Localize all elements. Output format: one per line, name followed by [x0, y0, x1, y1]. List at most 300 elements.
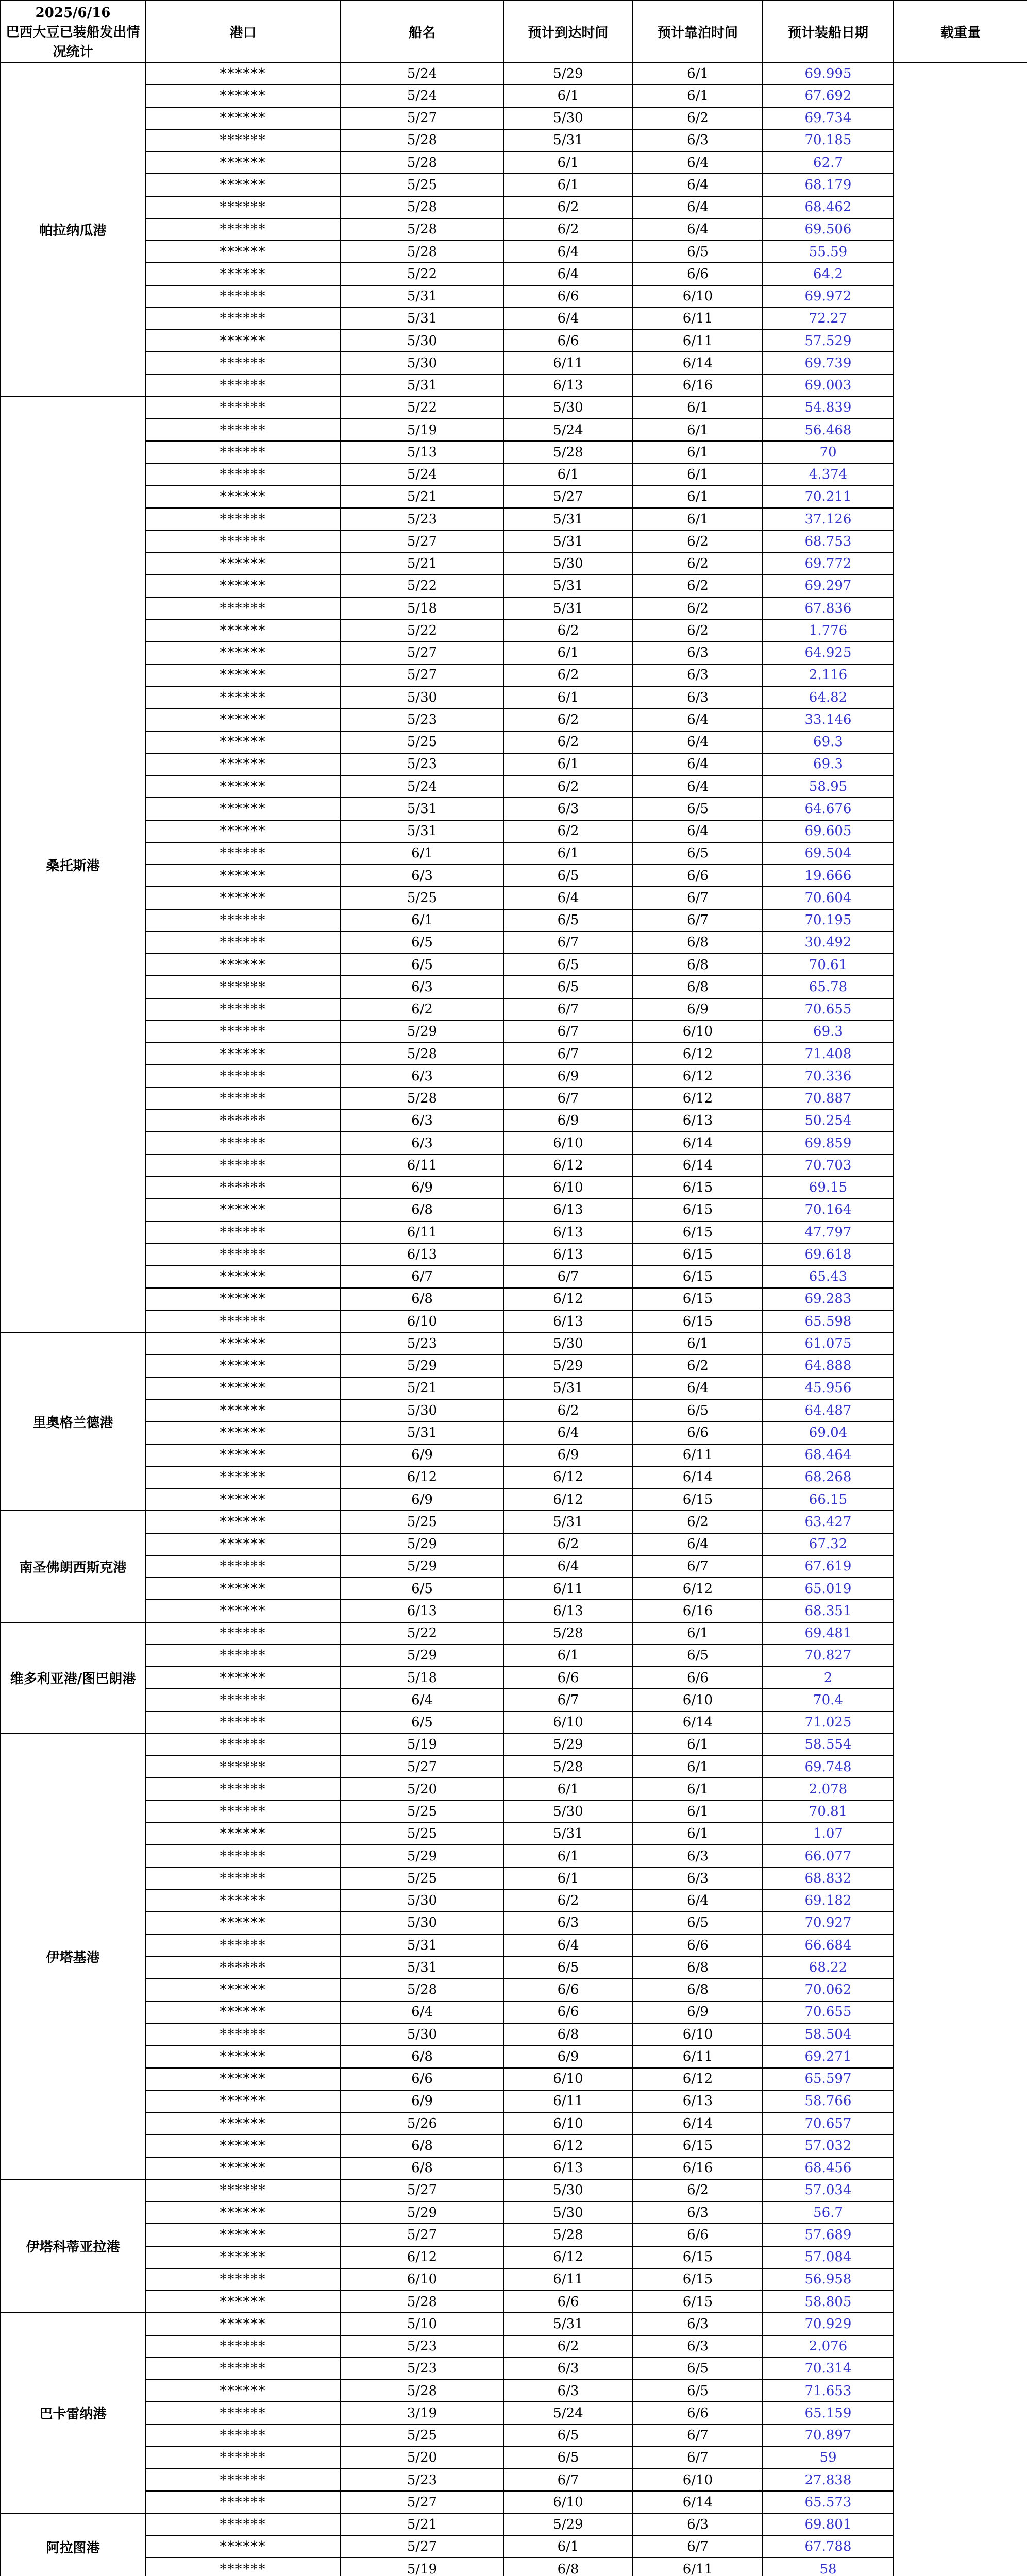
- ship-name-cell: ******: [145, 1444, 341, 1466]
- arrival-date-cell: 6/3: [341, 1065, 503, 1087]
- berthing-date-cell: 6/6: [503, 2001, 633, 2023]
- ship-name-cell: ******: [145, 2157, 341, 2179]
- berthing-date-cell: 6/3: [503, 2380, 633, 2402]
- tonnage-cell: 61.075: [763, 1332, 894, 1354]
- table-row: [1, 931, 1027, 954]
- table-row: [1, 1756, 1027, 1778]
- ship-name-cell: ******: [145, 241, 341, 263]
- berthing-date-cell: 6/5: [503, 2425, 633, 2447]
- arrival-date-cell: 5/25: [341, 1801, 503, 1823]
- table-row: [1, 1934, 1027, 1956]
- tonnage-cell: 66.077: [763, 1845, 894, 1867]
- arrival-date-cell: 5/31: [341, 285, 503, 308]
- arrival-date-cell: 6/8: [341, 1199, 503, 1221]
- tonnage-cell: 68.22: [763, 1956, 894, 1978]
- table-row: [1, 1711, 1027, 1734]
- berthing-date-cell: 6/6: [503, 1979, 633, 2001]
- berthing-date-cell: 6/7: [503, 1689, 633, 1711]
- ship-name-cell: ******: [145, 2558, 341, 2576]
- berthing-date-cell: 6/4: [503, 263, 633, 285]
- arrival-date-cell: 5/21: [341, 553, 503, 575]
- ship-name-cell: ******: [145, 352, 341, 374]
- arrival-date-cell: 5/29: [341, 1845, 503, 1867]
- ship-name-cell: ******: [145, 2246, 341, 2268]
- ship-name-cell: ******: [145, 1488, 341, 1511]
- tonnage-cell: 70.887: [763, 1088, 894, 1110]
- berthing-date-cell: 6/2: [503, 731, 633, 753]
- tonnage-cell: 69.283: [763, 1288, 894, 1310]
- tonnage-cell: 69.15: [763, 1177, 894, 1199]
- table-row: [1, 1979, 1027, 2001]
- berthing-date-cell: 6/12: [503, 1288, 633, 1310]
- ship-name-cell: ******: [145, 1243, 341, 1265]
- ship-name-cell: ******: [145, 2335, 341, 2358]
- arrival-date-cell: 6/9: [341, 2090, 503, 2112]
- berthing-date-cell: 6/5: [503, 954, 633, 976]
- table-row: [1, 1177, 1027, 1199]
- table-row: [1, 954, 1027, 976]
- loading-date-cell: 6/12: [633, 1088, 763, 1110]
- loading-date-cell: 6/7: [633, 909, 763, 931]
- column-header-port: 港口: [145, 1, 341, 62]
- berthing-date-cell: 6/3: [503, 2358, 633, 2380]
- table-row: [1, 1088, 1027, 1110]
- arrival-date-cell: 3/19: [341, 2402, 503, 2424]
- tonnage-cell: 68.753: [763, 530, 894, 552]
- ship-name-cell: ******: [145, 1823, 341, 1845]
- arrival-date-cell: 5/22: [341, 263, 503, 285]
- tonnage-cell: 58.766: [763, 2090, 894, 2112]
- arrival-date-cell: 5/31: [341, 798, 503, 820]
- ship-name-cell: ******: [145, 2068, 341, 2090]
- berthing-date-cell: 6/13: [503, 1310, 633, 1332]
- arrival-date-cell: 5/27: [341, 2179, 503, 2201]
- berthing-date-cell: 5/31: [503, 2313, 633, 2335]
- berthing-date-cell: 6/7: [503, 998, 633, 1021]
- tonnage-cell: 67.32: [763, 1533, 894, 1555]
- loading-date-cell: 6/12: [633, 1065, 763, 1087]
- loading-date-cell: 6/14: [633, 1132, 763, 1154]
- berthing-date-cell: 6/1: [503, 1845, 633, 1867]
- berthing-date-cell: 6/2: [503, 775, 633, 798]
- berthing-date-cell: 6/5: [503, 909, 633, 931]
- ship-name-cell: ******: [145, 708, 341, 731]
- berthing-date-cell: 6/3: [503, 1912, 633, 1934]
- ship-name-cell: ******: [145, 1399, 341, 1421]
- ship-name-cell: ******: [145, 2045, 341, 2067]
- loading-date-cell: 6/15: [633, 1221, 763, 1243]
- port-name-cell: 伊塔基港: [1, 1734, 145, 2179]
- arrival-date-cell: 5/23: [341, 2335, 503, 2358]
- tonnage-cell: 45.956: [763, 1377, 894, 1399]
- tonnage-cell: 55.59: [763, 241, 894, 263]
- table-row: [1, 2045, 1027, 2067]
- table-row: [1, 2001, 1027, 2023]
- table-row: [1, 508, 1027, 530]
- ship-name-cell: ******: [145, 2090, 341, 2112]
- table-row: [1, 1801, 1027, 1823]
- tonnage-cell: 70.897: [763, 2425, 894, 2447]
- ship-name-cell: ******: [145, 1533, 341, 1555]
- loading-date-cell: 6/5: [633, 1912, 763, 1934]
- berthing-date-cell: 6/2: [503, 708, 633, 731]
- port-name-cell: 桑托斯港: [1, 397, 145, 1333]
- column-header-arrival: 预计到达时间: [503, 1, 633, 62]
- ship-name-cell: ******: [145, 375, 341, 397]
- loading-date-cell: 6/6: [633, 865, 763, 887]
- arrival-date-cell: 5/28: [341, 129, 503, 151]
- column-header-berthing: 预计靠泊时间: [633, 1, 763, 62]
- ship-name-cell: ******: [145, 330, 341, 352]
- table-row: [1, 2469, 1027, 2491]
- ship-name-cell: ******: [145, 2023, 341, 2045]
- tonnage-cell: 69.3: [763, 731, 894, 753]
- table-row: [1, 2291, 1027, 2313]
- arrival-date-cell: 6/9: [341, 1444, 503, 1466]
- loading-date-cell: 6/9: [633, 2001, 763, 2023]
- tonnage-cell: 69.3: [763, 1021, 894, 1043]
- table-row: [1, 820, 1027, 842]
- tonnage-cell: 59: [763, 2447, 894, 2469]
- tonnage-cell: 70.604: [763, 887, 894, 909]
- tonnage-cell: 58.504: [763, 2023, 894, 2045]
- berthing-date-cell: 6/1: [503, 1778, 633, 1800]
- loading-date-cell: 6/3: [633, 2335, 763, 2358]
- tonnage-cell: 65.573: [763, 2491, 894, 2513]
- berthing-date-cell: 6/7: [503, 2469, 633, 2491]
- table-row: [1, 129, 1027, 151]
- berthing-date-cell: 6/10: [503, 1132, 633, 1154]
- berthing-date-cell: 5/30: [503, 2201, 633, 2224]
- arrival-date-cell: 5/29: [341, 1021, 503, 1043]
- table-row: [1, 642, 1027, 664]
- arrival-date-cell: 6/3: [341, 865, 503, 887]
- loading-date-cell: 6/1: [633, 1332, 763, 1354]
- port-name-cell: 帕拉纳瓜港: [1, 62, 145, 397]
- ship-name-cell: ******: [145, 1711, 341, 1734]
- loading-date-cell: 6/5: [633, 2358, 763, 2380]
- ship-name-cell: ******: [145, 2425, 341, 2447]
- arrival-date-cell: 6/4: [341, 2001, 503, 2023]
- tonnage-cell: 68.351: [763, 1600, 894, 1622]
- table-row: [1, 218, 1027, 241]
- loading-date-cell: 6/11: [633, 2558, 763, 2576]
- tonnage-cell: 65.78: [763, 976, 894, 998]
- ship-name-cell: ******: [145, 1511, 341, 1533]
- table-row: [1, 2246, 1027, 2268]
- ship-name-cell: ******: [145, 464, 341, 486]
- arrival-date-cell: 5/28: [341, 1979, 503, 2001]
- arrival-date-cell: 6/7: [341, 1266, 503, 1288]
- ship-name-cell: ******: [145, 218, 341, 241]
- ship-name-cell: ******: [145, 1377, 341, 1399]
- arrival-date-cell: 5/18: [341, 597, 503, 619]
- column-header-loading: 预计装船日期: [763, 1, 894, 62]
- ship-name-cell: ******: [145, 1310, 341, 1332]
- berthing-date-cell: 6/2: [503, 1890, 633, 1912]
- ship-name-cell: ******: [145, 887, 341, 909]
- loading-date-cell: 6/3: [633, 686, 763, 708]
- tonnage-cell: 57.529: [763, 330, 894, 352]
- tonnage-cell: 70.195: [763, 909, 894, 931]
- berthing-date-cell: 6/7: [503, 931, 633, 954]
- table-row: [1, 686, 1027, 708]
- berthing-date-cell: 6/4: [503, 1555, 633, 1578]
- arrival-date-cell: 6/5: [341, 1711, 503, 1734]
- berthing-date-cell: 6/5: [503, 1956, 633, 1978]
- loading-date-cell: 6/5: [633, 241, 763, 263]
- ship-name-cell: ******: [145, 1667, 341, 1689]
- table-row: [1, 2068, 1027, 2090]
- table-row: [1, 2179, 1027, 2201]
- ship-name-cell: ******: [145, 664, 341, 686]
- loading-date-cell: 6/16: [633, 375, 763, 397]
- table-row: [1, 1533, 1027, 1555]
- table-row: [1, 1110, 1027, 1132]
- arrival-date-cell: 5/24: [341, 775, 503, 798]
- arrival-date-cell: 5/25: [341, 174, 503, 196]
- loading-date-cell: 6/15: [633, 1243, 763, 1265]
- tonnage-cell: 57.689: [763, 2224, 894, 2246]
- table-row: [1, 1399, 1027, 1421]
- loading-date-cell: 6/4: [633, 218, 763, 241]
- berthing-date-cell: 5/29: [503, 2514, 633, 2536]
- tonnage-cell: 70.062: [763, 1979, 894, 2001]
- berthing-date-cell: 5/29: [503, 62, 633, 84]
- table-row: [1, 1645, 1027, 1667]
- loading-date-cell: 6/5: [633, 1645, 763, 1667]
- table-row: [1, 2157, 1027, 2179]
- berthing-date-cell: 6/2: [503, 2335, 633, 2358]
- ship-name-cell: ******: [145, 619, 341, 641]
- table-row: [1, 464, 1027, 486]
- berthing-date-cell: 5/30: [503, 1801, 633, 1823]
- arrival-date-cell: 5/31: [341, 1934, 503, 1956]
- table-row: [1, 107, 1027, 129]
- loading-date-cell: 6/10: [633, 2469, 763, 2491]
- berthing-date-cell: 6/13: [503, 2157, 633, 2179]
- ship-name-cell: ******: [145, 686, 341, 708]
- table-row: [1, 1622, 1027, 1645]
- arrival-date-cell: 5/25: [341, 731, 503, 753]
- loading-date-cell: 6/7: [633, 2536, 763, 2558]
- arrival-date-cell: 6/10: [341, 2268, 503, 2291]
- berthing-date-cell: 6/1: [503, 464, 633, 486]
- loading-date-cell: 6/3: [633, 1867, 763, 1889]
- port-name-cell: 南圣佛朗西斯克港: [1, 1511, 145, 1622]
- ship-name-cell: ******: [145, 597, 341, 619]
- ship-name-cell: ******: [145, 1332, 341, 1354]
- table-row: [1, 2090, 1027, 2112]
- tonnage-cell: 70.929: [763, 2313, 894, 2335]
- arrival-date-cell: 5/31: [341, 820, 503, 842]
- berthing-date-cell: 6/9: [503, 2045, 633, 2067]
- ship-name-cell: ******: [145, 1600, 341, 1622]
- berthing-date-cell: 6/8: [503, 2558, 633, 2576]
- table-row: [1, 2023, 1027, 2045]
- ship-name-cell: ******: [145, 1622, 341, 1645]
- berthing-date-cell: 6/5: [503, 865, 633, 887]
- tonnage-cell: 58.95: [763, 775, 894, 798]
- berthing-date-cell: 6/1: [503, 642, 633, 664]
- table-row: [1, 1266, 1027, 1288]
- tonnage-cell: 70.655: [763, 998, 894, 1021]
- table-row: [1, 1912, 1027, 1934]
- ship-name-cell: ******: [145, 931, 341, 954]
- arrival-date-cell: 5/28: [341, 241, 503, 263]
- berthing-date-cell: 6/13: [503, 1199, 633, 1221]
- berthing-date-cell: 6/2: [503, 619, 633, 641]
- arrival-date-cell: 5/27: [341, 2224, 503, 2246]
- tonnage-cell: 70: [763, 441, 894, 463]
- table-row: [1, 1511, 1027, 1533]
- ship-name-cell: ******: [145, 1845, 341, 1867]
- loading-date-cell: 6/7: [633, 2425, 763, 2447]
- arrival-date-cell: 5/10: [341, 2313, 503, 2335]
- arrival-date-cell: 5/22: [341, 575, 503, 597]
- ship-name-cell: ******: [145, 1177, 341, 1199]
- berthing-date-cell: 6/4: [503, 1934, 633, 1956]
- tonnage-cell: 50.254: [763, 1110, 894, 1132]
- berthing-date-cell: 6/9: [503, 1065, 633, 1087]
- table-row: [1, 753, 1027, 775]
- ship-name-cell: ******: [145, 2402, 341, 2424]
- berthing-date-cell: 6/4: [503, 241, 633, 263]
- table-row: [1, 597, 1027, 619]
- table-row: [1, 2514, 1027, 2536]
- loading-date-cell: 6/15: [633, 1310, 763, 1332]
- loading-date-cell: 6/6: [633, 1421, 763, 1444]
- ship-name-cell: ******: [145, 1355, 341, 1377]
- ship-name-cell: ******: [145, 1956, 341, 1978]
- arrival-date-cell: 5/30: [341, 2023, 503, 2045]
- tonnage-cell: 69.618: [763, 1243, 894, 1265]
- loading-date-cell: 6/11: [633, 308, 763, 330]
- loading-date-cell: 6/15: [633, 2291, 763, 2313]
- table-row: [1, 2380, 1027, 2402]
- port-name-cell: 伊塔科蒂亚拉港: [1, 2179, 145, 2313]
- header-row: [1, 1, 1027, 62]
- tonnage-cell: 69.182: [763, 1890, 894, 1912]
- tonnage-cell: 68.462: [763, 196, 894, 218]
- arrival-date-cell: 5/29: [341, 1533, 503, 1555]
- arrival-date-cell: 6/5: [341, 954, 503, 976]
- table-row: [1, 1867, 1027, 1889]
- ship-name-cell: ******: [145, 1110, 341, 1132]
- loading-date-cell: 6/10: [633, 2023, 763, 2045]
- table-row: [1, 1310, 1027, 1332]
- ship-name-cell: ******: [145, 954, 341, 976]
- loading-date-cell: 6/1: [633, 1778, 763, 1800]
- arrival-date-cell: 5/22: [341, 1622, 503, 1645]
- table-row: [1, 263, 1027, 285]
- arrival-date-cell: 5/23: [341, 508, 503, 530]
- arrival-date-cell: 5/25: [341, 887, 503, 909]
- berthing-date-cell: 5/31: [503, 597, 633, 619]
- table-body: [1, 62, 1027, 2576]
- tonnage-cell: 66.684: [763, 1934, 894, 1956]
- ship-name-cell: ******: [145, 642, 341, 664]
- loading-date-cell: 6/14: [633, 2491, 763, 2513]
- table-row: [1, 196, 1027, 218]
- port-name-cell: 巴卡雷纳港: [1, 2313, 145, 2513]
- arrival-date-cell: 5/28: [341, 2291, 503, 2313]
- arrival-date-cell: 5/28: [341, 1088, 503, 1110]
- arrival-date-cell: 5/26: [341, 2112, 503, 2134]
- table-row: [1, 1956, 1027, 1978]
- tonnage-cell: 69.801: [763, 2514, 894, 2536]
- ship-name-cell: ******: [145, 2380, 341, 2402]
- berthing-date-cell: 5/31: [503, 1511, 633, 1533]
- tonnage-cell: 70.314: [763, 2358, 894, 2380]
- tonnage-cell: 67.788: [763, 2536, 894, 2558]
- tonnage-cell: 65.43: [763, 1266, 894, 1288]
- loading-date-cell: 6/2: [633, 107, 763, 129]
- table-row: [1, 2402, 1027, 2424]
- table-row: [1, 1065, 1027, 1087]
- loading-date-cell: 6/9: [633, 998, 763, 1021]
- berthing-date-cell: 6/7: [503, 1021, 633, 1043]
- arrival-date-cell: 5/30: [341, 1399, 503, 1421]
- table-row: [1, 174, 1027, 196]
- ship-name-cell: ******: [145, 2268, 341, 2291]
- ship-name-cell: ******: [145, 441, 341, 463]
- loading-date-cell: 6/1: [633, 1801, 763, 1823]
- arrival-date-cell: 5/29: [341, 2201, 503, 2224]
- table-row: [1, 1689, 1027, 1711]
- berthing-date-cell: 5/24: [503, 2402, 633, 2424]
- arrival-date-cell: 6/6: [341, 2068, 503, 2090]
- loading-date-cell: 6/16: [633, 2157, 763, 2179]
- berthing-date-cell: 5/29: [503, 1355, 633, 1377]
- arrival-date-cell: 5/25: [341, 2425, 503, 2447]
- berthing-date-cell: 6/8: [503, 2023, 633, 2045]
- tonnage-cell: 71.025: [763, 1711, 894, 1734]
- loading-date-cell: 6/11: [633, 330, 763, 352]
- ship-name-cell: ******: [145, 731, 341, 753]
- arrival-date-cell: 6/8: [341, 2134, 503, 2157]
- table-row: [1, 1778, 1027, 1800]
- ship-name-cell: ******: [145, 798, 341, 820]
- ship-name-cell: ******: [145, 2134, 341, 2157]
- arrival-date-cell: 5/31: [341, 1956, 503, 1978]
- table-row: [1, 397, 1027, 419]
- loading-date-cell: 6/4: [633, 753, 763, 775]
- loading-date-cell: 6/12: [633, 1043, 763, 1065]
- table-row: [1, 998, 1027, 1021]
- table-row: [1, 84, 1027, 107]
- loading-date-cell: 6/2: [633, 597, 763, 619]
- arrival-date-cell: 6/9: [341, 1488, 503, 1511]
- ship-name-cell: ******: [145, 2358, 341, 2380]
- ship-name-cell: ******: [145, 1065, 341, 1087]
- report-caption: 巴西大豆已装船发出情况统计: [6, 25, 140, 60]
- tonnage-cell: 67.619: [763, 1555, 894, 1578]
- loading-date-cell: 6/8: [633, 954, 763, 976]
- tonnage-cell: 67.692: [763, 84, 894, 107]
- report-title-cell: [1, 1, 145, 62]
- tonnage-cell: 69.271: [763, 2045, 894, 2067]
- berthing-date-cell: 6/11: [503, 352, 633, 374]
- tonnage-cell: 58: [763, 2558, 894, 2576]
- tonnage-cell: 62.7: [763, 151, 894, 174]
- berthing-date-cell: 6/7: [503, 1088, 633, 1110]
- berthing-date-cell: 6/5: [503, 976, 633, 998]
- loading-date-cell: 6/5: [633, 842, 763, 865]
- berthing-date-cell: 6/10: [503, 1711, 633, 1734]
- loading-date-cell: 6/4: [633, 775, 763, 798]
- berthing-date-cell: 6/7: [503, 1043, 633, 1065]
